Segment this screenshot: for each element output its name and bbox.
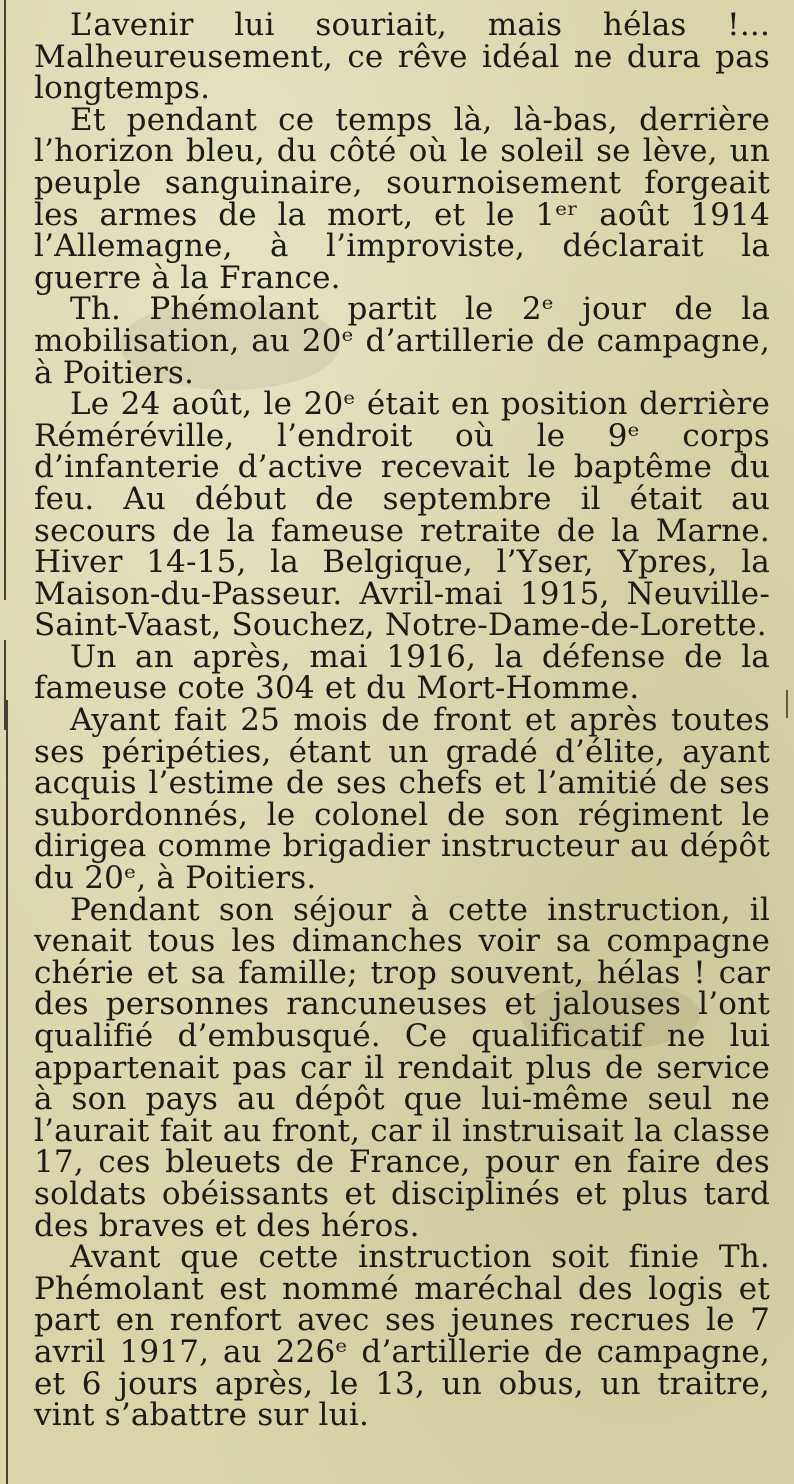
paragraph: Th. Phémolant partit le 2ᵉ jour de la mobilisation, au 20ᵉ d’artillerie de campagne, à Poitiers. — [34, 291, 770, 391]
article-body — [34, 7, 770, 1434]
paragraph: L’avenir lui souriait, mais hélas !... Malheureusement, ce rêve idéal ne dura pas longtemps. — [34, 7, 770, 107]
paragraph: Un an après, mai 1916, la défense de la fameuse cote 304 et du Mort-Homme. — [34, 638, 770, 707]
column-rule — [6, 700, 8, 1484]
paragraph: Pendant son séjour à cette instruction, il venait tous les dimanches voir sa compagne chérie et sa famille; trop souvent, hélas ! car des personnes rancuneuses et jalouses l’ont qualifié d’embusqué. Ce qualificatif ne lui appartenait pas car il rendait plus de service à son pays au dépôt que lui-même seul ne l’aurait fait au front, car il instruisait la classe 17, ces bleuets de France, pour en faire des soldats obéissants et disciplinés et plus tard des braves et des héros. — [34, 891, 770, 1244]
column-rule — [4, 0, 6, 600]
column-rule-right — [786, 690, 788, 718]
paragraph: Avant que cette instruction soit finie Th. Phémolant est nommé maréchal des logis et part en renfort avec ses jeunes recrues le 7 avril 1917, au 226ᵉ d’artillerie de campagne, et 6 jours après, le 13, un obus, un traitre, vint s’abattre sur lui. — [34, 1239, 770, 1434]
paragraph: Et pendant ce temps là, là-bas, derrière l’horizon bleu, du côté où le soleil se lève, un peuple sanguinaire, sournoisement forgeait les armes de la mort, et le 1ᵉʳ août 1914 l’Allemagne, à l’improviste, déclarait la guerre à la France. — [34, 101, 770, 296]
paragraph: Ayant fait 25 mois de front et après toutes ses péripéties, étant un gradé d’élite, ayant acquis l’estime de ses chefs et l’amitié de ses subordonnés, le colonel de son régiment le dirigea comme brigadier instructeur au dépôt du 20ᵉ, à Poitiers. — [34, 702, 770, 897]
paragraph: Le 24 août, le 20ᵉ était en position derrière Réméréville, l’endroit où le 9ᵉ corps d’infanterie d’active recevait le baptême du feu. Au début de septembre il était au secours de la fameuse retraite de la Marne. Hiver 14-15, la Belgique, l’Yser, Ypres, la Maison-du-Passeur. Avril-mai 1915, Neuville-Saint-Vaast, Souchez, Notre-Dame-de-Lorette. — [34, 386, 770, 644]
